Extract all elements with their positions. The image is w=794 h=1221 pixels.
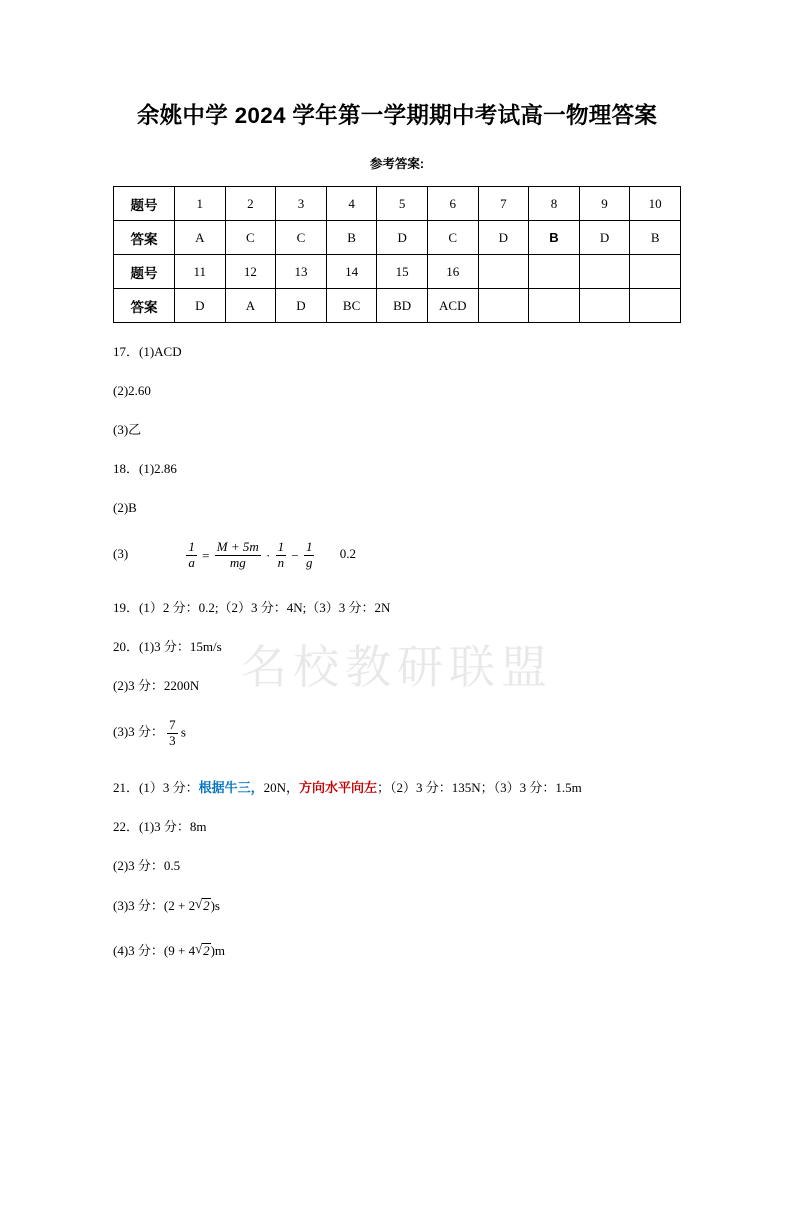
solution-22-2: (2)3 分：0.5 (113, 857, 181, 873)
dot-operator: · (266, 547, 271, 563)
row-header: 题号 (114, 255, 175, 289)
document-page (0, 98, 794, 1221)
table-cell (630, 289, 681, 323)
table-cell (529, 289, 580, 323)
solution-21 (113, 781, 681, 794)
table-cell: C (427, 221, 478, 255)
table-cell (478, 289, 529, 323)
table-cell: ACD (427, 289, 478, 323)
row-header: 答案 (114, 289, 175, 323)
solution-20-1: 20．(1)3 分：15m/s (113, 638, 222, 654)
solution-18-3-label: (3) (113, 546, 129, 562)
solution-18-2: (2)B (113, 500, 137, 515)
fraction-1-over-n: $\frac{1}{n}$ (277, 539, 285, 570)
sqrt-icon: √ 2 (195, 943, 211, 957)
table-cell: A (225, 289, 276, 323)
solution-20-3-unit: s (180, 724, 186, 740)
solution-22-4-expr-a: (9 + 4 (163, 942, 196, 958)
solution-22-4 (113, 943, 681, 957)
solution-22-3 (113, 898, 681, 912)
solution-17-2: (2)2.60 (113, 383, 151, 398)
table-cell: BD (377, 289, 428, 323)
table-cell: 16 (427, 255, 478, 289)
table-cell: A (175, 221, 226, 255)
table-cell: C (225, 221, 276, 255)
solution-18-3-value: 0.2 (339, 546, 356, 562)
table-cell: D (579, 221, 630, 255)
solution-21-highlight-blue: 根据牛三， (198, 779, 264, 795)
table-cell: D (276, 289, 327, 323)
table-row (114, 221, 681, 255)
table-cell: C (276, 221, 327, 255)
fraction-7-over-3: $\frac{7}{3}$ (169, 716, 176, 748)
solution-18-3 (113, 540, 681, 571)
solution-22-4-label: (4)3 分： (113, 942, 164, 958)
solution-18-3-formula (131, 540, 314, 571)
solutions-list (113, 345, 681, 957)
table-cell: 10 (630, 187, 681, 221)
solution-22-4-expr-b: )m (210, 942, 226, 958)
table-cell (579, 255, 630, 289)
minus-sign: − (291, 547, 299, 563)
page-title: 余姚中学 2024 学年第一学期期中考试高一物理答案 (136, 103, 658, 128)
solution-22-3-label: (3)3 分： (113, 897, 164, 913)
reference-answer-label: 参考答案: (369, 157, 425, 171)
solution-22-3-expr-a: (2 + 2 (163, 897, 196, 913)
table-cell: 11 (175, 255, 226, 289)
solution-21-highlight-red: 方向水平向左 (299, 779, 378, 795)
table-row (114, 255, 681, 289)
fraction-1-over-g: $\frac{1}{g}$ (305, 539, 313, 570)
table-cell: 9 (579, 187, 630, 221)
solution-22-1: 22．(1)3 分：8m (113, 818, 207, 834)
solution-20-3-label: (3)3 分： (113, 724, 164, 740)
solution-19: 19．(1）2 分：0.2;（2）3 分：4N;（3）3 分：2N (113, 599, 391, 615)
table-cell: 6 (427, 187, 478, 221)
table-cell (529, 255, 580, 289)
table-cell: D (478, 221, 529, 255)
table-cell (478, 255, 529, 289)
fraction-M5m-over-mg: $\frac{M + 5m}{mg}$ (216, 539, 259, 570)
table-cell: 1 (175, 187, 226, 221)
table-row (114, 187, 681, 221)
row-header: 答案 (114, 221, 175, 255)
watermark: 名校教研联盟 (241, 641, 553, 693)
solution-17-1: 17．(1)ACD (113, 344, 182, 359)
fraction-1-over-a: $\frac{1}{a}$ (188, 539, 195, 570)
table-cell: BC (326, 289, 377, 323)
table-cell: 13 (276, 255, 327, 289)
answer-table (113, 186, 681, 323)
row-header: 题号 (114, 187, 175, 221)
table-cell: 15 (377, 255, 428, 289)
solution-22-3-expr-b: )s (210, 897, 220, 913)
table-cell: 14 (326, 255, 377, 289)
table-cell: 2 (225, 187, 276, 221)
table-cell: 4 (326, 187, 377, 221)
table-cell: 12 (225, 255, 276, 289)
table-cell: 7 (478, 187, 529, 221)
table-row (114, 289, 681, 323)
table-cell: B (630, 221, 681, 255)
table-cell: D (175, 289, 226, 323)
table-cell: 5 (377, 187, 428, 221)
table-cell: 3 (276, 187, 327, 221)
table-cell: 8 (529, 187, 580, 221)
solution-20-2: (2)3 分：2200N (113, 677, 200, 693)
solution-17-3: (3)乙 (113, 422, 142, 437)
table-cell (630, 255, 681, 289)
table-cell: D (377, 221, 428, 255)
table-cell (579, 289, 630, 323)
equals-sign: = (202, 547, 210, 563)
solution-18-1: 18．(1)2.86 (113, 461, 177, 476)
solution-21-mid: 20N， (263, 779, 299, 795)
table-cell: B (326, 221, 377, 255)
solution-21-tail: ；（2）3 分：135N；（3）3 分：1.5m (377, 779, 582, 795)
solution-20-3 (113, 718, 681, 749)
sqrt-icon: √ 2 (195, 898, 211, 912)
solution-21-lead: 21．(1）3 分： (113, 779, 199, 795)
table-cell: B (529, 221, 580, 255)
